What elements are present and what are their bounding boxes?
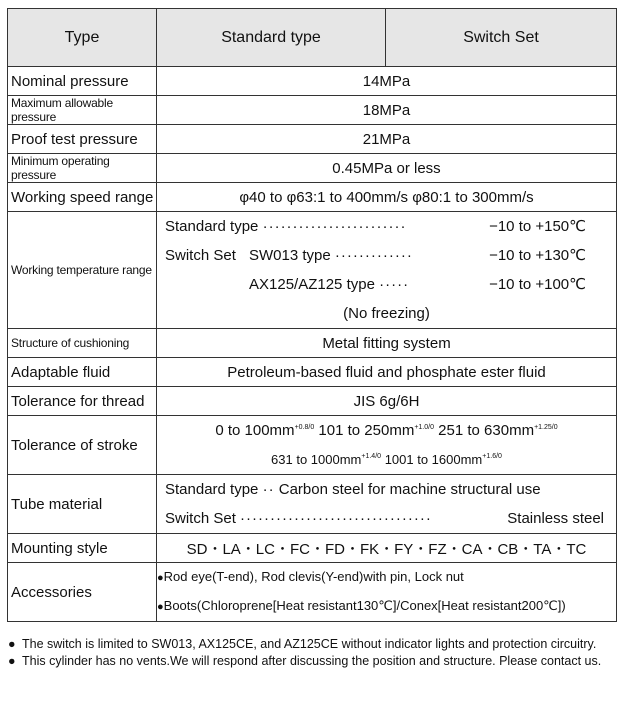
tube-switch-value: Stainless steel — [507, 510, 604, 527]
temp-standard-label: Standard type — [165, 218, 259, 235]
label-mounting: Mounting style — [8, 534, 157, 563]
row-nominal-pressure — [8, 67, 617, 96]
stroke-1001-1600: 1001 to 1600mm — [384, 452, 483, 467]
stroke-0-100: 0 to 100mm — [215, 422, 295, 439]
row-tube — [8, 475, 617, 534]
label-thread: Tolerance for thread — [8, 387, 157, 416]
temp-sw013-label: SW013 type — [249, 247, 331, 264]
value-thread: JIS 6g/6H — [157, 387, 617, 416]
header-type: Type — [8, 9, 157, 67]
value-max-pressure: 18MPa — [157, 96, 617, 125]
label-speed: Working speed range — [8, 183, 157, 212]
tube-standard-label: Standard type — [165, 481, 259, 498]
temp-switch-label: Switch Set — [165, 247, 236, 264]
stroke-251-630: 251 to 630mm — [438, 422, 535, 439]
label-tube: Tube material — [8, 475, 157, 534]
row-proof-pressure — [8, 125, 617, 154]
notes — [8, 636, 618, 670]
tube-switch-label: Switch Set — [165, 510, 236, 527]
label-temperature: Working temperature range — [8, 212, 157, 329]
row-thread — [8, 387, 617, 416]
row-max-pressure — [8, 96, 617, 125]
value-proof-pressure: 21MPa — [157, 125, 617, 154]
value-speed: φ40 to φ63:1 to 400mm/s φ80:1 to 300mm/s — [157, 183, 617, 212]
row-stroke — [8, 416, 617, 475]
row-fluid — [8, 358, 617, 387]
label-accessories: Accessories — [8, 563, 157, 622]
value-mounting: SD・LA・LC・FC・FD・FK・FY・FZ・CA・CB・TA・TC — [157, 534, 617, 563]
row-min-pressure — [8, 154, 617, 183]
temp-ax125-label: AX125/AZ125 type — [249, 276, 375, 293]
value-min-pressure: 0.45MPa or less — [157, 154, 617, 183]
value-cushioning: Metal fitting system — [157, 329, 617, 358]
label-max-pressure: Maximum allowable pressure — [8, 96, 157, 125]
value-fluid: Petroleum-based fluid and phosphate ester fluid — [157, 358, 617, 387]
row-speed — [8, 183, 617, 212]
row-cushioning — [8, 329, 617, 358]
bullet-icon: ● — [157, 601, 164, 613]
value-accessories — [157, 563, 617, 622]
label-stroke: Tolerance of stroke — [8, 416, 157, 475]
value-temperature: Standard type ························ −10 to +150℃ Switch Set SW013 type ············· −10 to +130℃ AX125/AZ125 type ····· −10 to +100℃ (No freezing) — [157, 212, 617, 329]
bullet-icon: ● — [8, 637, 16, 651]
row-temperature — [8, 212, 617, 329]
bullet-icon: ● — [157, 572, 164, 584]
note-1: ● The switch is limited to SW013, AX125CE, and AZ125CE without indicator lights and protection circuitry. — [8, 637, 597, 651]
label-fluid: Adaptable fluid — [8, 358, 157, 387]
header-switch-set: Switch Set — [386, 9, 617, 67]
stroke-631-1000: 631 to 1000mm — [271, 452, 362, 467]
value-tube: Standard type ·· Carbon steel for machine structural use Switch Set ································ Stainless steel — [157, 475, 617, 534]
label-min-pressure: Minimum operating pressure — [8, 154, 157, 183]
label-nominal-pressure: Nominal pressure — [8, 67, 157, 96]
temp-ax125-value: −10 to +100℃ — [489, 276, 586, 293]
bullet-icon: ● — [8, 654, 16, 668]
label-proof-pressure: Proof test pressure — [8, 125, 157, 154]
temp-standard-value: −10 to +150℃ — [489, 218, 586, 235]
temp-no-freezing: (No freezing) — [343, 305, 430, 322]
row-mounting — [8, 534, 617, 563]
note-2: ● This cylinder has no vents.We will respond after discussing the position and structure. Please contact us. — [8, 654, 602, 668]
row-accessories — [8, 563, 617, 622]
accessory-line-2: Boots(Chloroprene[Heat resistant130℃]/Conex[Heat resistant200℃]) — [163, 598, 566, 613]
stroke-101-250: 101 to 250mm — [318, 422, 415, 439]
spec-table — [7, 8, 617, 622]
value-nominal-pressure: 14MPa — [157, 67, 617, 96]
label-cushioning: Structure of cushioning — [8, 329, 157, 358]
header-row — [8, 9, 617, 67]
value-stroke: 0 to $100mm^{+0.8/0}$ 101 to $250mm^{+1.0/0}$ 251 to $630mm^{+1.25/0}$ 631 to $1000mm^{+1.4/0}$ 1001 to $1600mm^{+1.6/0}$ — [157, 416, 617, 475]
accessory-line-1: Rod eye(T-end), Rod clevis(Y-end)with pin, Lock nut — [163, 569, 464, 584]
tube-standard-value: Carbon steel for machine structural use — [278, 481, 541, 498]
temp-sw013-value: −10 to +130℃ — [489, 247, 586, 264]
header-standard-type: Standard type — [157, 9, 386, 67]
